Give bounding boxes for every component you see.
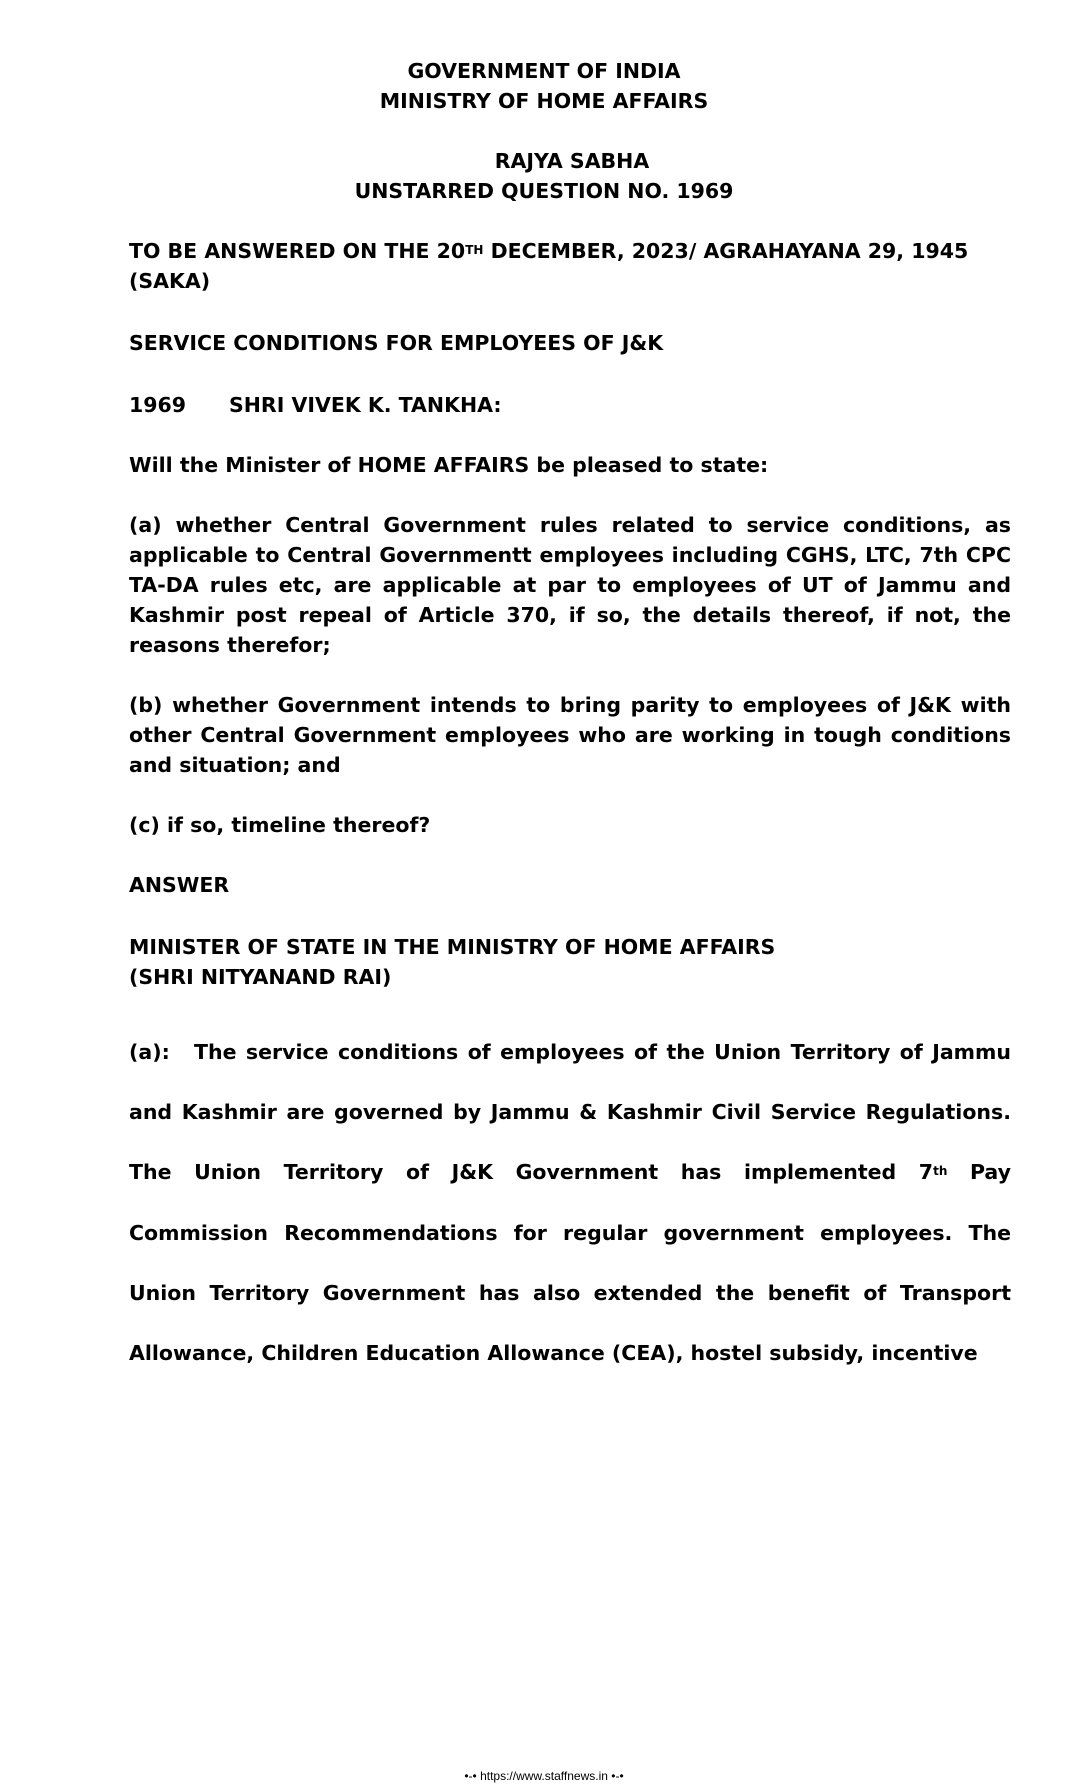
answer-part-a xyxy=(129,1022,1011,1383)
minister-name: (SHRI NITYANAND RAI) xyxy=(129,965,392,989)
document-header xyxy=(0,56,1088,116)
answer-part-a-text1: The service conditions of employees of the Union Territory of Jammu and Kashmir are governed by Jammu & Kashmir Civil Service Regulations. The Union Territory of J&K Government has implemented 7 xyxy=(129,1040,1011,1185)
question-member: SHRI VIVEK K. TANKHA: xyxy=(229,393,502,417)
answer-part-a-sup: th xyxy=(933,1164,948,1179)
question-part-a: (a) whether Central Government rules related to service conditions, as applicable to Central Governmentt employees including CGHS, LTC, 7th CPC TA-DA rules etc, are applicable at par to employees of UT of Jammu and Kashmir post repeal of Article 370, if so, the details thereof, if not, the reasons therefor; xyxy=(129,513,1011,657)
minister-title: MINISTER OF STATE IN THE MINISTRY OF HOME AFFAIRS xyxy=(129,935,776,959)
answer-date-suffix: DECEMBER, 2023/ AGRAHAYANA 29, 1945 (SAKA) xyxy=(129,239,969,293)
answer-part-a-label: (a): xyxy=(129,1040,170,1064)
footer-watermark-link: •-• https://www.staffnews.in •-• xyxy=(464,1769,624,1783)
house-name: RAJYA SABHA xyxy=(494,149,650,173)
question-number-line xyxy=(129,390,1011,420)
answer-date xyxy=(129,236,1011,296)
question-intro: Will the Minister of HOME AFFAIRS be pleased to state: xyxy=(129,453,769,477)
answer-date-sup: TH xyxy=(465,243,484,257)
answer-part-a-text2: Pay Commission Recommendations for regular government employees. The Union Territory Government has also extended the benefit of Transport Allowance, Children Education Allowance (CEA), hostel subsidy, incentive xyxy=(129,1160,1012,1366)
question-header xyxy=(0,146,1088,206)
question-subject: SERVICE CONDITIONS FOR EMPLOYEES OF J&K xyxy=(129,331,664,355)
question-type: UNSTARRED QUESTION NO. 1969 xyxy=(354,179,734,203)
answer-heading: ANSWER xyxy=(129,873,230,897)
header-ministry: MINISTRY OF HOME AFFAIRS xyxy=(379,89,709,113)
minister-block xyxy=(129,932,1011,992)
header-government: GOVERNMENT OF INDIA xyxy=(407,59,681,83)
answer-date-prefix: TO BE ANSWERED ON THE 20 xyxy=(129,239,466,263)
question-part-b: (b) whether Government intends to bring parity to employees of J&K with other Central Government employees who are working in tough conditions and situation; and xyxy=(129,693,1011,777)
question-part-c: (c) if so, timeline thereof? xyxy=(129,813,431,837)
question-number: 1969 xyxy=(129,393,187,417)
